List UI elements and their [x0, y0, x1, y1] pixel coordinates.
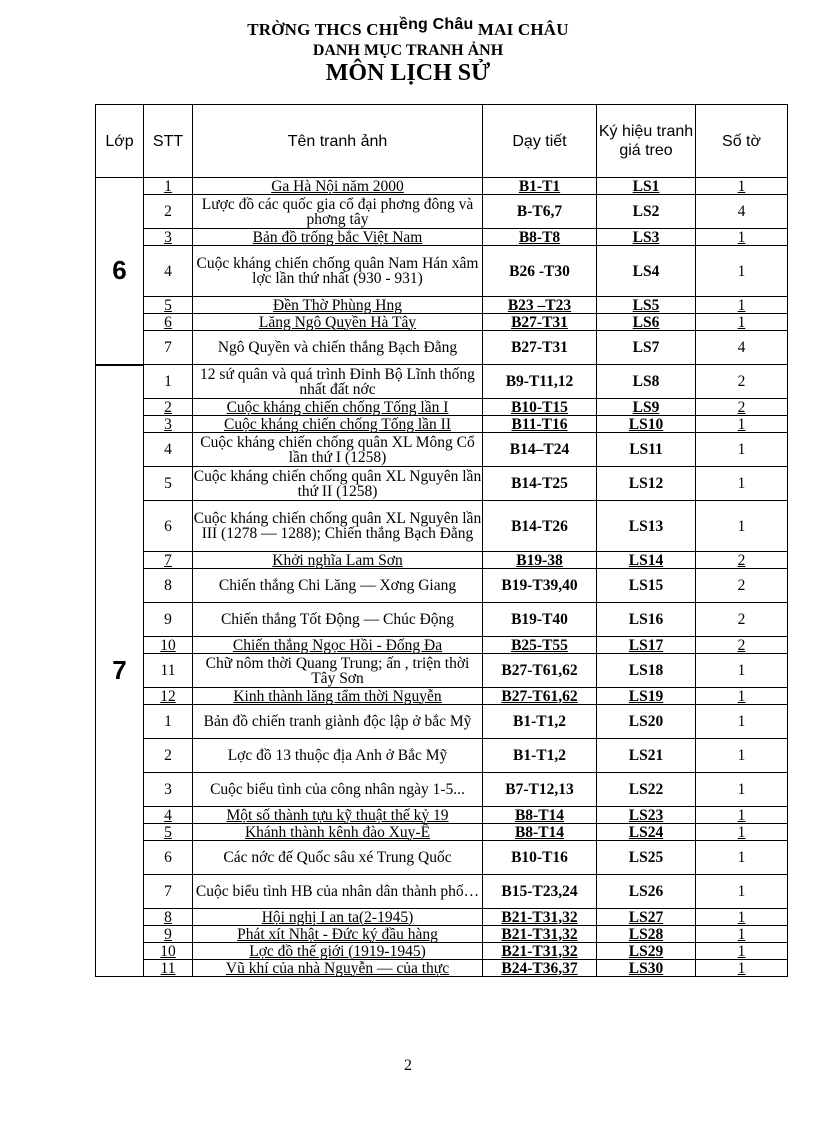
- table-row: [96, 909, 788, 926]
- name-cell: Cuộc kháng chiến chống Tống lần I: [193, 399, 483, 416]
- lesson-cell: B19-T40: [483, 603, 597, 637]
- table-row: [96, 552, 788, 569]
- col-header-sheets: Số tờ: [696, 105, 788, 178]
- code-cell: LS28: [597, 926, 696, 943]
- stt-cell: 4: [144, 246, 193, 297]
- code-cell: LS23: [597, 807, 696, 824]
- name-cell: 12 sứ quân và quá trình Đinh Bộ Lĩnh thống nhất đất nớc: [193, 365, 483, 399]
- stt-cell: 3: [144, 416, 193, 433]
- lesson-cell: B10-T16: [483, 841, 597, 875]
- code-cell: LS30: [597, 960, 696, 977]
- stt-cell: 8: [144, 569, 193, 603]
- stt-cell: 10: [144, 943, 193, 960]
- name-cell: Chiến thắng Chi Lăng — Xơng Giang: [193, 569, 483, 603]
- lesson-cell: B1-T1,2: [483, 705, 597, 739]
- name-cell: Bản đồ chiến tranh giành độc lập ở bắc Mỹ: [193, 705, 483, 739]
- name-cell: Đền Thờ Phùng Hng: [193, 297, 483, 314]
- code-cell: LS11: [597, 433, 696, 467]
- code-cell: LS19: [597, 688, 696, 705]
- table-row: [96, 637, 788, 654]
- code-cell: LS5: [597, 297, 696, 314]
- stt-cell: 11: [144, 654, 193, 688]
- code-cell: LS10: [597, 416, 696, 433]
- lesson-cell: B8-T8: [483, 229, 597, 246]
- name-cell: Một số thành tựu kỹ thuật thế kỷ 19: [193, 807, 483, 824]
- lesson-cell: B8-T14: [483, 807, 597, 824]
- code-cell: LS3: [597, 229, 696, 246]
- col-header-grade: Lớp: [96, 105, 144, 178]
- code-cell: LS16: [597, 603, 696, 637]
- lesson-cell: B14–T24: [483, 433, 597, 467]
- code-cell: LS17: [597, 637, 696, 654]
- stt-cell: 1: [144, 365, 193, 399]
- sheets-cell: 1: [696, 416, 788, 433]
- table-row: [96, 229, 788, 246]
- lesson-cell: B25-T55: [483, 637, 597, 654]
- stt-cell: 2: [144, 195, 193, 229]
- stt-cell: 9: [144, 926, 193, 943]
- sheets-cell: 2: [696, 637, 788, 654]
- lesson-cell: B19-T39,40: [483, 569, 597, 603]
- table-row: [96, 943, 788, 960]
- col-header-code: Ký hiệu tranh giá treo: [597, 105, 696, 178]
- sheets-cell: 2: [696, 365, 788, 399]
- stt-cell: 6: [144, 501, 193, 552]
- table-row: [96, 739, 788, 773]
- code-cell: LS22: [597, 773, 696, 807]
- school-left: TRỜNG THCS CHI: [247, 20, 399, 39]
- code-cell: LS21: [597, 739, 696, 773]
- col-header-name: Tên tranh ảnh: [193, 105, 483, 178]
- stt-cell: 4: [144, 433, 193, 467]
- code-cell: LS4: [597, 246, 696, 297]
- col-header-stt: STT: [144, 105, 193, 178]
- sheets-cell: 1: [696, 960, 788, 977]
- document-subtitle: DANH MỤC TRANH ẢNH: [312, 42, 504, 59]
- sheets-cell: 1: [696, 246, 788, 297]
- code-cell: LS1: [597, 178, 696, 195]
- sheets-cell: 1: [696, 909, 788, 926]
- sheets-cell: 1: [696, 705, 788, 739]
- name-cell: Cuộc kháng chiến chống quân Nam Hán xâm lợc lần thứ nhất (930 - 931): [193, 246, 483, 297]
- school-right: MAI CHÂU: [473, 20, 569, 39]
- sheets-cell: 1: [696, 178, 788, 195]
- name-cell: Bản đồ trống bắc Việt Nam: [193, 229, 483, 246]
- lesson-cell: B24-T36,37: [483, 960, 597, 977]
- stt-cell: 6: [144, 841, 193, 875]
- code-cell: LS18: [597, 654, 696, 688]
- lesson-cell: B11-T16: [483, 416, 597, 433]
- lesson-cell: B21-T31,32: [483, 943, 597, 960]
- code-cell: LS14: [597, 552, 696, 569]
- name-cell: Ngô Quyền và chiến thắng Bạch Đằng: [193, 331, 483, 365]
- name-cell: Cuộc kháng chiến chống quân XL Mông Cổ lần thứ I (1258): [193, 433, 483, 467]
- table-row: [96, 875, 788, 909]
- name-cell: Cuộc kháng chiến chống Tống lần II: [193, 416, 483, 433]
- table-row: [96, 365, 788, 399]
- table-row: [96, 926, 788, 943]
- stt-cell: 7: [144, 552, 193, 569]
- code-cell: LS6: [597, 314, 696, 331]
- sheets-cell: 4: [696, 331, 788, 365]
- document-title: MÔN LỊCH SỬ: [325, 60, 491, 86]
- stt-cell: 9: [144, 603, 193, 637]
- sheets-cell: 1: [696, 841, 788, 875]
- picture-catalog-table: [95, 104, 788, 977]
- stt-cell: 2: [144, 739, 193, 773]
- table-row: [96, 399, 788, 416]
- name-cell: Các nớc đế Quốc sâu xé Trung Quốc: [193, 841, 483, 875]
- page-number: 2: [404, 1057, 412, 1074]
- sheets-cell: 1: [696, 875, 788, 909]
- stt-cell: 1: [144, 178, 193, 195]
- name-cell: Khởi nghĩa Lam Sơn: [193, 552, 483, 569]
- lesson-cell: B8-T14: [483, 824, 597, 841]
- sheets-cell: 1: [696, 824, 788, 841]
- table-row: [96, 654, 788, 688]
- grade-cell: 7: [96, 365, 144, 977]
- lesson-cell: B27-T31: [483, 314, 597, 331]
- lesson-cell: B9-T11,12: [483, 365, 597, 399]
- table-row: [96, 331, 788, 365]
- stt-cell: 7: [144, 875, 193, 909]
- lesson-cell: B26 -T30: [483, 246, 597, 297]
- table-body: [96, 178, 788, 977]
- name-cell: Lăng Ngô Quyền Hà Tây: [193, 314, 483, 331]
- sheets-cell: 1: [696, 688, 788, 705]
- name-cell: Chiến thắng Tốt Động — Chúc Động: [193, 603, 483, 637]
- table-row: [96, 824, 788, 841]
- name-cell: Cuộc biểu tình HB của nhân dân thành phố…: [193, 875, 483, 909]
- sheets-cell: 1: [696, 229, 788, 246]
- name-cell: Cuộc biểu tình của công nhân ngày 1-5...: [193, 773, 483, 807]
- lesson-cell: B23 –T23: [483, 297, 597, 314]
- code-cell: LS8: [597, 365, 696, 399]
- table-row: [96, 467, 788, 501]
- sheets-cell: 4: [696, 195, 788, 229]
- name-cell: Ga Hà Nội năm 2000: [193, 178, 483, 195]
- code-cell: LS7: [597, 331, 696, 365]
- sheets-cell: 2: [696, 552, 788, 569]
- code-cell: LS20: [597, 705, 696, 739]
- sheets-cell: 1: [696, 433, 788, 467]
- table-row: [96, 807, 788, 824]
- sheets-cell: 2: [696, 399, 788, 416]
- stt-cell: 4: [144, 807, 193, 824]
- grade-cell: 6: [96, 178, 144, 365]
- lesson-cell: B-T6,7: [483, 195, 597, 229]
- code-cell: LS15: [597, 569, 696, 603]
- name-cell: Lợc đồ thế giới (1919-1945): [193, 943, 483, 960]
- table-row: [96, 569, 788, 603]
- table-header-row: [96, 105, 788, 178]
- lesson-cell: B27-T31: [483, 331, 597, 365]
- name-cell: Kinh thành lăng tẩm thời Nguyễn: [193, 688, 483, 705]
- table-row: [96, 603, 788, 637]
- col-header-lesson: Dạy tiết: [483, 105, 597, 178]
- stt-cell: 2: [144, 399, 193, 416]
- table-row: [96, 178, 788, 195]
- code-cell: LS27: [597, 909, 696, 926]
- school-overlay: ềng Châu: [398, 16, 474, 33]
- table-row: [96, 195, 788, 229]
- sheets-cell: 2: [696, 603, 788, 637]
- stt-cell: 10: [144, 637, 193, 654]
- name-cell: Lợc đồ 13 thuộc địa Anh ở Bắc Mỹ: [193, 739, 483, 773]
- sheets-cell: 1: [696, 654, 788, 688]
- sheets-cell: 1: [696, 467, 788, 501]
- lesson-cell: B21-T31,32: [483, 909, 597, 926]
- name-cell: Vũ khí của nhà Nguyễn — của thực: [193, 960, 483, 977]
- lesson-cell: B7-T12,13: [483, 773, 597, 807]
- stt-cell: 8: [144, 909, 193, 926]
- sheets-cell: 1: [696, 773, 788, 807]
- code-cell: LS29: [597, 943, 696, 960]
- name-cell: Hội nghị I an ta(2-1945): [193, 909, 483, 926]
- sheets-cell: 1: [696, 501, 788, 552]
- table-row: [96, 688, 788, 705]
- code-cell: LS12: [597, 467, 696, 501]
- lesson-cell: B1-T1: [483, 178, 597, 195]
- sheets-cell: 1: [696, 943, 788, 960]
- code-cell: LS2: [597, 195, 696, 229]
- lesson-cell: B14-T25: [483, 467, 597, 501]
- table-row: [96, 433, 788, 467]
- table-row: [96, 960, 788, 977]
- name-cell: Cuộc kháng chiến chống quân XL Nguyên lần III (1278 — 1288); Chiến thắng Bạch Đằng: [193, 501, 483, 552]
- sheets-cell: 1: [696, 297, 788, 314]
- stt-cell: 5: [144, 467, 193, 501]
- stt-cell: 5: [144, 297, 193, 314]
- lesson-cell: B10-T15: [483, 399, 597, 416]
- lesson-cell: B27-T61,62: [483, 688, 597, 705]
- table-row: [96, 416, 788, 433]
- sheets-cell: 1: [696, 926, 788, 943]
- lesson-cell: B27-T61,62: [483, 654, 597, 688]
- table-row: [96, 705, 788, 739]
- name-cell: Phát xít Nhật - Đức ký đầu hàng: [193, 926, 483, 943]
- table-row: [96, 773, 788, 807]
- stt-cell: 5: [144, 824, 193, 841]
- lesson-cell: B14-T26: [483, 501, 597, 552]
- code-cell: LS13: [597, 501, 696, 552]
- stt-cell: 1: [144, 705, 193, 739]
- table-row: [96, 501, 788, 552]
- code-cell: LS26: [597, 875, 696, 909]
- name-cell: Lược đồ các quốc gia cổ đại phơng đông và phơng tây: [193, 195, 483, 229]
- code-cell: LS9: [597, 399, 696, 416]
- stt-cell: 12: [144, 688, 193, 705]
- sheets-cell: 1: [696, 314, 788, 331]
- stt-cell: 3: [144, 773, 193, 807]
- table-row: [96, 314, 788, 331]
- name-cell: Khánh thành kênh đào Xuy-Ê: [193, 824, 483, 841]
- sheets-cell: 1: [696, 807, 788, 824]
- name-cell: Chiến thắng Ngọc Hồi - Đống Đa: [193, 637, 483, 654]
- table-row: [96, 246, 788, 297]
- lesson-cell: B1-T1,2: [483, 739, 597, 773]
- stt-cell: 7: [144, 331, 193, 365]
- table-row: [96, 841, 788, 875]
- stt-cell: 3: [144, 229, 193, 246]
- lesson-cell: B19-38: [483, 552, 597, 569]
- name-cell: Chữ nôm thời Quang Trung; ấn , triện thời Tây Sơn: [193, 654, 483, 688]
- stt-cell: 11: [144, 960, 193, 977]
- stt-cell: 6: [144, 314, 193, 331]
- school-header: [0, 16, 816, 40]
- sheets-cell: 1: [696, 739, 788, 773]
- code-cell: LS25: [597, 841, 696, 875]
- sheets-cell: 2: [696, 569, 788, 603]
- code-cell: LS24: [597, 824, 696, 841]
- lesson-cell: B15-T23,24: [483, 875, 597, 909]
- lesson-cell: B21-T31,32: [483, 926, 597, 943]
- name-cell: Cuộc kháng chiến chống quân XL Nguyên lần thứ II (1258): [193, 467, 482, 500]
- table-row: [96, 297, 788, 314]
